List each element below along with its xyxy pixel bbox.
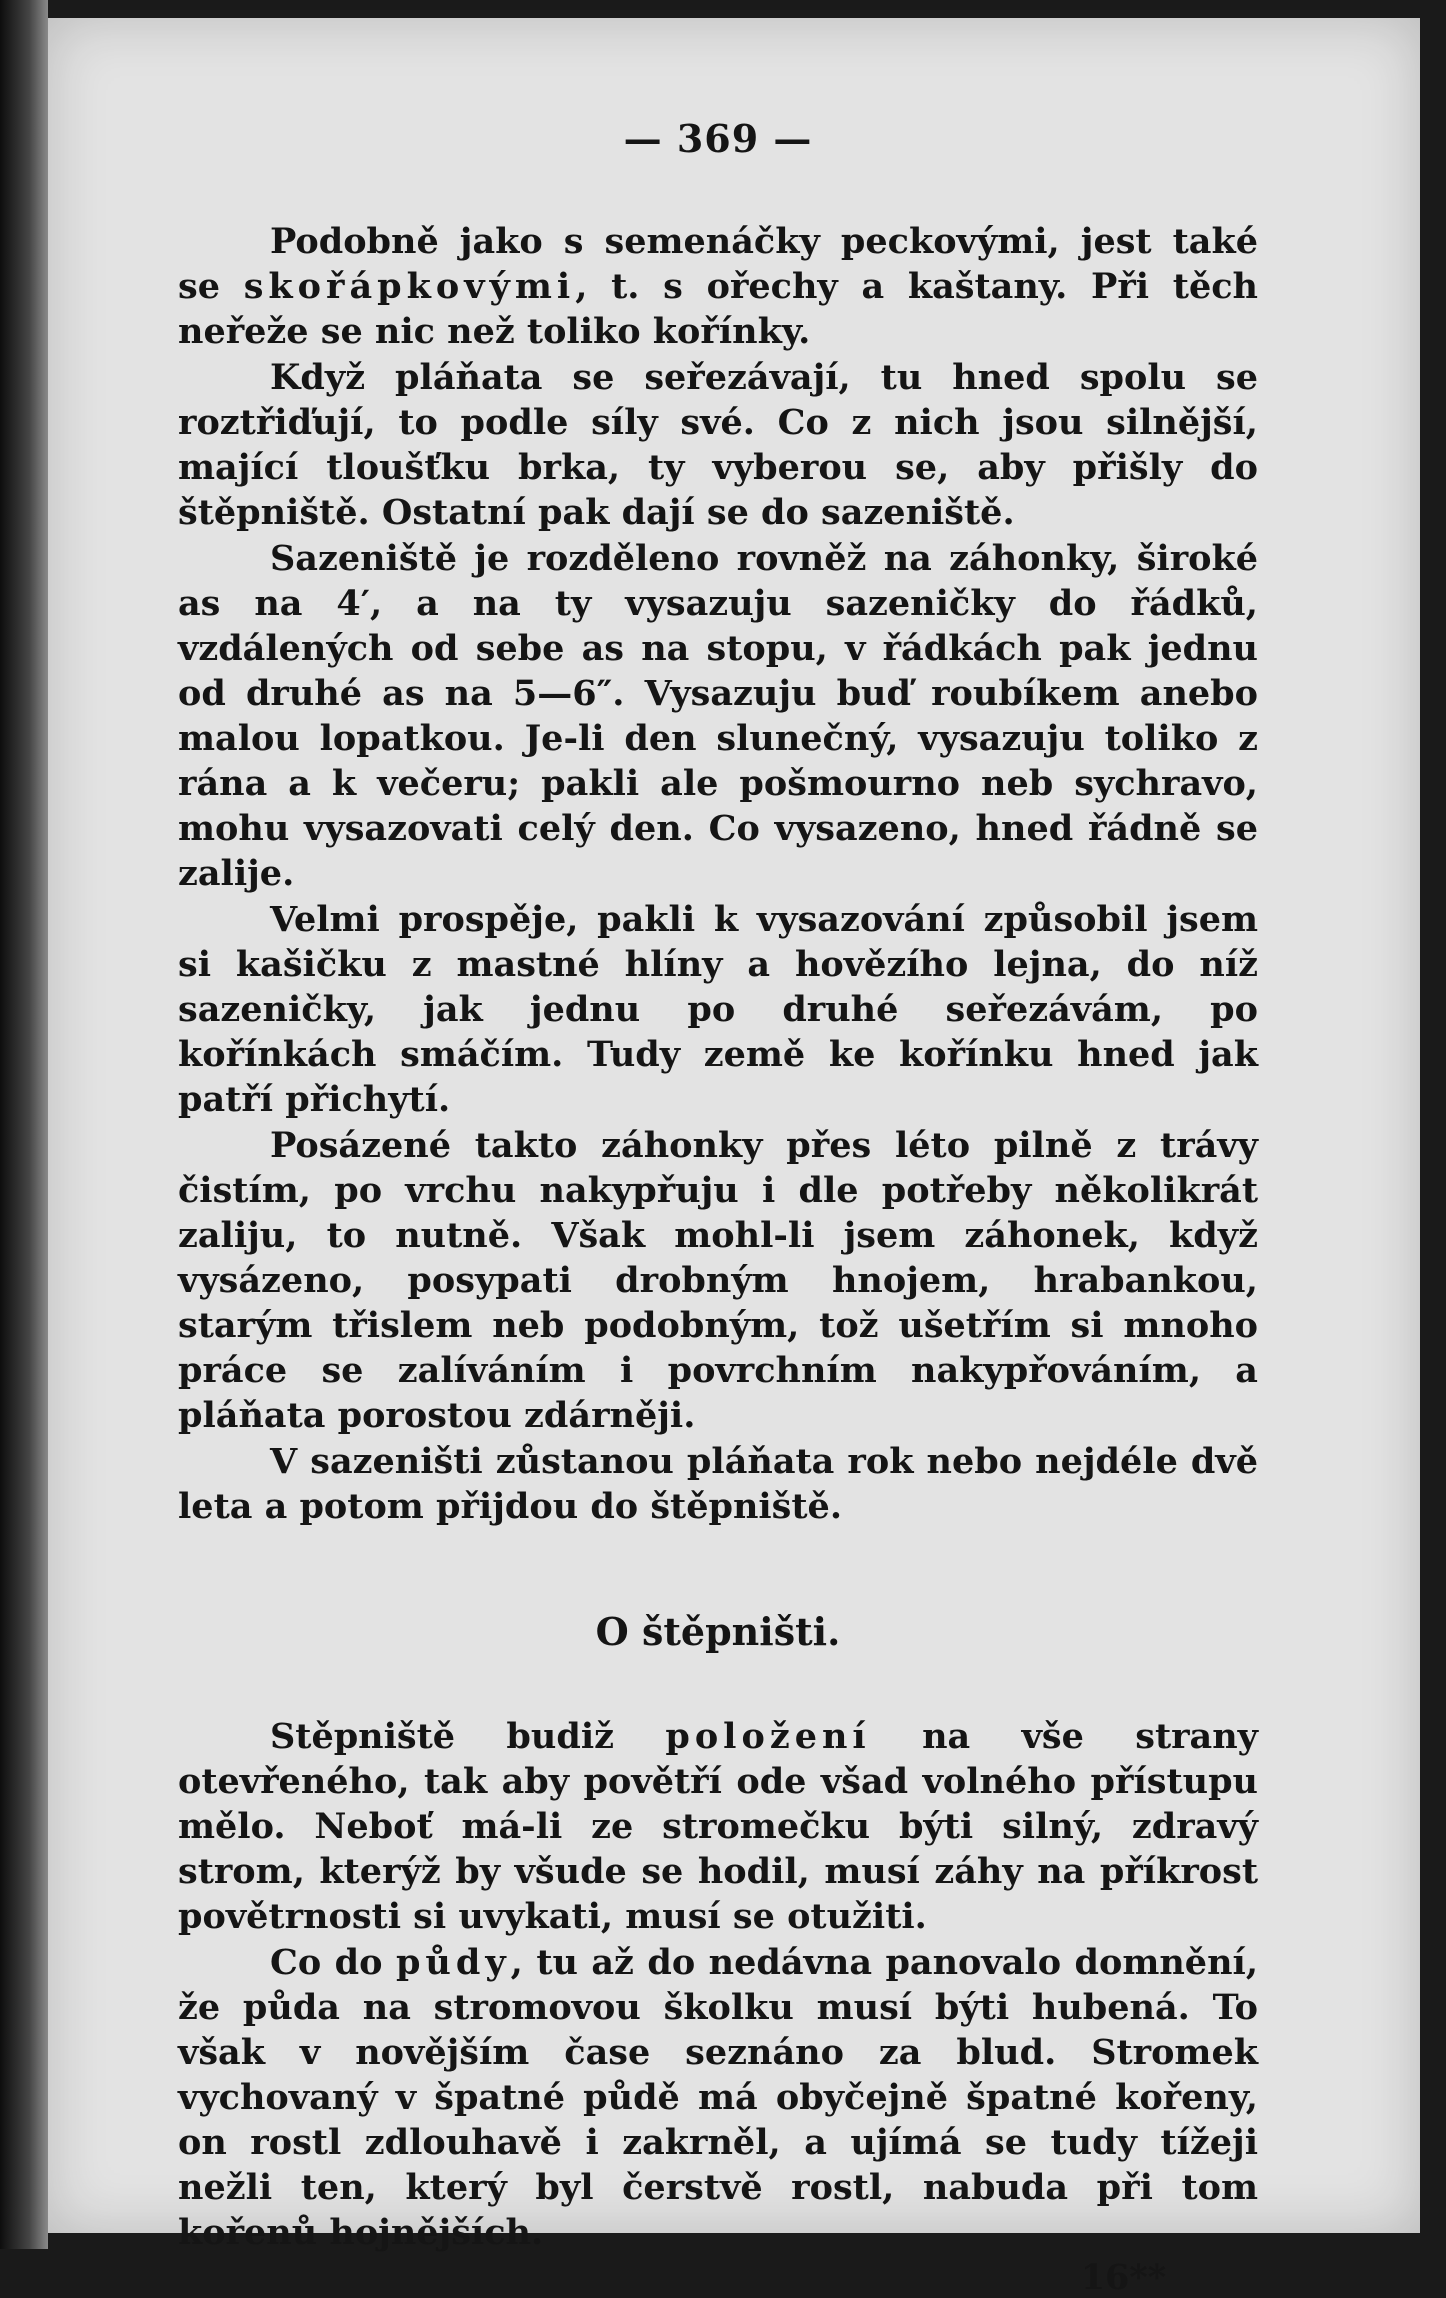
- paragraph-text: , t. s ořechy a kaštany. Při těch neřeže se nic než toliko kořínky.: [178, 266, 1258, 352]
- paragraph-text: Podobně jako s semenáčky peckovými, jest také se: [178, 221, 1258, 307]
- paragraph-text: Sazeniště je rozděleno rovněž na záhonky, široké as na 4′, a na ty vysazuju sazeničky do řádků, vzdálených od sebe as na stopu, v řádkách pak jednu od druhé as na 5—6″. Vysazuju buď roubíkem anebo malou lopatkou. Je-li den slunečný, vysazuju toliko z rána a k večeru; pakli ale pošmourno neb sychravo, mohu vysazovati celý den. Co vysazeno, hned řádně se zalije.: [178, 538, 1258, 894]
- scanned-page: [48, 18, 1420, 2298]
- paragraph-text: Co do: [270, 1942, 396, 1983]
- paragraph-text: , tu až do nedávna panovalo domnění, že půda na stromovou školku musí býti hubená. To však v novějším čase seznáno za blud. Stromek vychovaný v špatné půdě má obyčejně špatné kořeny, on rostl zdlouhavě i zakrněl, a ujímá se tudy tížeji nežli ten, který byl čerstvě rostl, nabuda při tom kořenů hojnějších.: [178, 1942, 1259, 2253]
- spaced-emphasis: položení: [665, 1716, 871, 1757]
- paragraph-text: Stěpniště budiž: [270, 1716, 666, 1757]
- paragraph-text: Velmi prospěje, pakli k vysazování způsobil jsem si kašičku z mastné hlíny a hovězího lejna, do níž sazeničky, jak jednu po druhé seřezávám, po kořínkách smáčím. Tudy země ke kořínku hned jak patří přichytí.: [178, 899, 1258, 1120]
- paragraph: [178, 1439, 1258, 1529]
- paragraph: [178, 536, 1258, 896]
- section-stepniste: [178, 1714, 1258, 2255]
- paragraph: [178, 355, 1258, 535]
- paragraph: [178, 1123, 1258, 1438]
- paragraph: [178, 219, 1258, 354]
- paragraph-text: Posázené takto záhonky přes léto pilně z trávy čistím, po vrchu nakypřuju i dle potřeby několikrát zaliju, to nutně. Však mohl-li jsem záhonek, když vysázeno, posypati drobným hnojem, hrabankou, starým třislem neb podobným, tož ušetřím si mnoho práce se zalíváním i povrchním nakypřováním, a pláňata porostou zdárněji.: [178, 1125, 1258, 1436]
- paragraph-text: Když pláňata se seřezávají, tu hned spolu se roztřiďují, to podle síly své. Co z nich jsou silnější, mající tloušťku brka, ty vyberou se, aby přišly do štěpniště. Ostatní pak dají se do sazeniště.: [178, 357, 1258, 533]
- book-gutter: [0, 0, 48, 2249]
- paragraph: [178, 1714, 1258, 1939]
- spaced-emphasis: půdy: [395, 1942, 511, 1983]
- paragraph: [178, 1940, 1258, 2255]
- spaced-emphasis: skořápkovými: [243, 266, 576, 307]
- page-number: — 369 —: [623, 116, 813, 161]
- paragraph-text: na vše strany otevřeného, tak aby povětří ode všad volného přístupu mělo. Neboť má-li ze stromečku býti silný, zdravý strom, kterýž by všude se hodil, musí záhy na příkrost povětrnosti si uvykati, musí se otužiti.: [178, 1716, 1259, 1937]
- printer-signature: 16**: [1080, 2257, 1166, 2298]
- paragraph: [178, 897, 1258, 1122]
- section-intro: [178, 219, 1258, 1529]
- page-content: [178, 78, 1258, 2298]
- section-heading: O štěpništi.: [595, 1609, 841, 1654]
- paragraph-text: V sazeništi zůstanou pláňata rok nebo nejdéle dvě leta a potom přijdou do štěpniště.: [178, 1441, 1258, 1527]
